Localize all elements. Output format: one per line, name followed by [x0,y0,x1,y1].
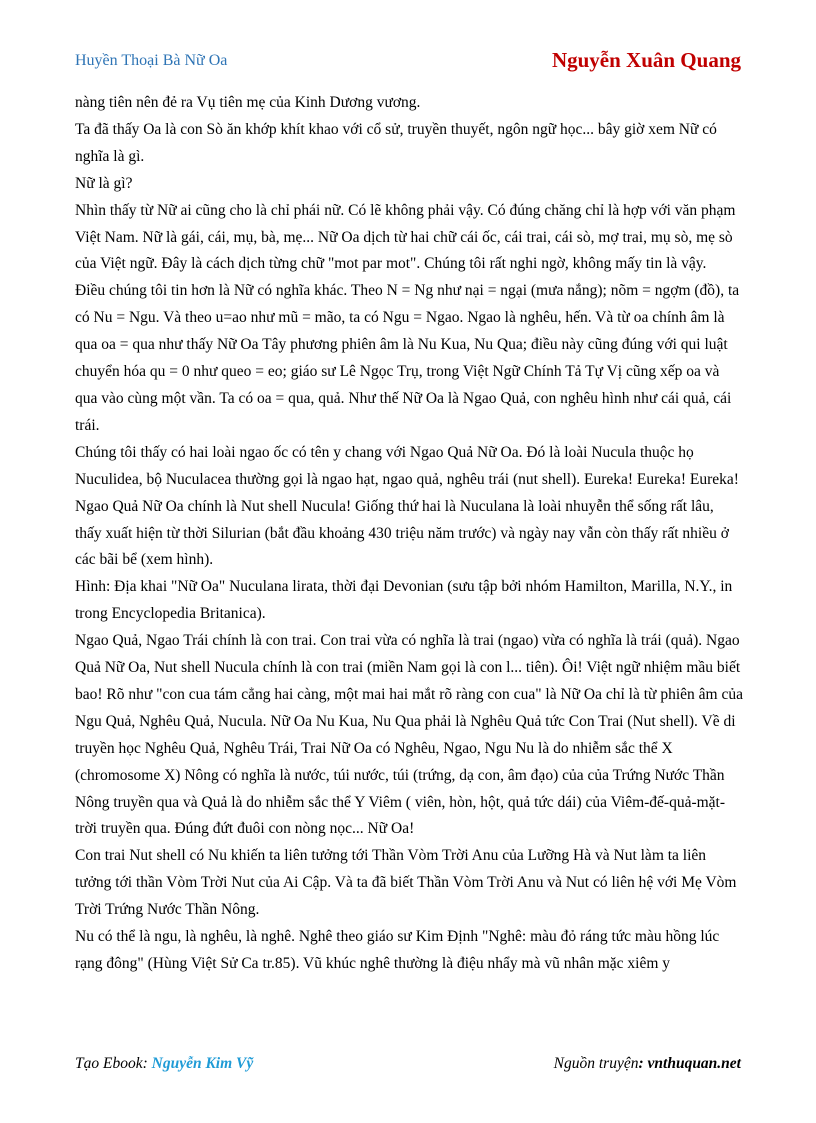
paragraph-4: Nhìn thấy từ Nữ ai cũng cho là chỉ phái nữ. Có lẽ không phải vậy. Có đúng chăng chỉ là hợp với văn phạm Việt Nam. Nữ là gái, cái, mụ, bà, mẹ... Nữ Oa dịch từ hai chữ cái ốc, cái trai, cái sò, mợ trai, mụ sò, mẹ sò của Việt ngữ. Đây là cách dịch từng chữ "mot par mot". Chúng tôi rất nghi ngờ, không mấy tin là vậy. [75,201,736,273]
footer-ebook-credit [75,1055,253,1073]
paragraph-1: nàng tiên nên đẻ ra Vụ tiên mẹ của Kinh Dương vương. [75,94,421,111]
footer-source [554,1055,741,1073]
paragraph-6: Chúng tôi thấy có hai loài ngao ốc có tên y chang với Ngao Quả Nữ Oa. Đó là loài Nucula thuộc họ Nuculidea, bộ Nuculacea thường gọi là ngao hạt, ngao quả, nghêu trái (nut shell). Eureka! Eureka! Eureka! Ngao Quả Nữ Oa chính là Nut shell Nucula! Giống thứ hai là Nuculana là loài nhuyễn thể sống rất lâu, thấy xuất hiện từ thời Silurian (bắt đầu khoảng 430 triệu năm trước) và ngày nay vẫn còn thấy rất nhiều ở các bãi bể (xem hình). [75,443,739,569]
figure-caption: Hình: Địa khai "Nữ Oa" Nuculana lirata, thời đại Devonian (sưu tập bởi nhóm Hamilton, Marilla, N.Y., in trong Encyclopedia Britanica). [75,578,733,623]
paragraph-2: Ta đã thấy Oa là con Sò ăn khớp khít khao với cổ sử, truyền thuyết, ngôn ngữ học... bây giờ xem Nữ có nghĩa là gì. [75,120,717,165]
footer-ebook-label: Tạo Ebook [75,1055,143,1072]
header-author: Nguyễn Xuân Quang [551,48,741,72]
footer-colon-2: : [638,1055,648,1072]
header-title: Huyền Thoại Bà Nữ Oa [75,52,228,69]
footer-colon-1: : [142,1055,152,1072]
paragraph-3: Nữ là gì? [75,174,133,192]
paragraph-5: Điều chúng tôi tin hơn là Nữ có nghĩa khác. Theo N = Ng như nại = ngại (mưa nắng); nõm = ngợm (đồ), ta có Nu = Ngu. Và theo u=ao như mũ = mão, ta có Ngu = Ngao. Ngao là nghêu, hến. Và từ oa chính âm là qua oa = qua như thấy Nữ Oa Tây phương phiên âm là Nu Kua, Nu Qua; điều này cũng đúng với qui luật chuyển hóa qu = 0 như queo = eo; giáo sư Lê Ngọc Trụ, trong Việt Ngữ Chính Tả Tự Vị cũng xếp oa và qua vào cùng một vần. Ta có oa = qua, quả. Như thế Nữ Oa là Ngao Quả, con nghêu hình như cái quả, cái trái. [75,282,740,434]
paragraph-8: Con trai Nut shell có Nu khiến ta liên tưởng tới Thần Vòm Trời Anu của Lưỡng Hà và Nut làm ta liên tưởng tới thần Vòm Trời Nut của Ai Cập. Và ta đã biết Thần Vòm Trời Anu và Nut có liên hệ với Mẹ Vòm Trời Trứng Nước Thần Nông. [75,847,737,919]
footer-ebook-name: Nguyễn Kim Vỹ [151,1055,254,1072]
paragraph-7: Ngao Quả, Ngao Trái chính là con trai. Con trai vừa có nghĩa là trai (ngao) vừa có nghĩa là trái (quả). Ngao Quả Nữ Oa, Nut shell Nucula chính là con trai (miền Nam gọi là con l... tiên). Ôi! Việt ngữ nhiệm mầu biết bao! Rõ như "con cua tám cẳng hai càng, một mai hai mắt rõ ràng con cua" là Nữ Oa chỉ là từ phiên âm của Ngu Quả, Nghêu Quả, Nucula. Nữ Oa Nu Kua, Nu Qua phải là Nghêu Quả tức Con Trai (Nut shell). Về di truyền học Nghêu Quả, Nghêu Trái, Trai Nữ Oa có Nghêu, Ngao, Ngu Nu là do nhiễm sắc thể X (chromosome X) Nông có nghĩa là nước, túi nước, túi (trứng, dạ con, âm đạo) của của Trứng Nước Thần Nông truyền qua và Quả là do nhiễm sắc thể Y Viêm ( viên, hòn, hột, quả tức dái) của Viêm-đế-quả-mặt-trời truyền qua. Đúng đứt đuôi con nòng nọc... Nữ Oa! [75,632,743,838]
document-body [75,90,743,978]
footer-source-site: vnthuquan.net [647,1055,741,1072]
paragraph-9: Nu có thể là ngu, là nghêu, là nghê. Nghê theo giáo sư Kim Định "Nghê: màu đỏ ráng tức màu hồng lúc rạng đông" (Hùng Việt Sử Ca tr.85). Vũ khúc nghê thường là điệu nhẩy mà vũ nhân mặc xiêm y [75,928,720,972]
footer-source-label: Nguồn truyện [553,1055,639,1072]
